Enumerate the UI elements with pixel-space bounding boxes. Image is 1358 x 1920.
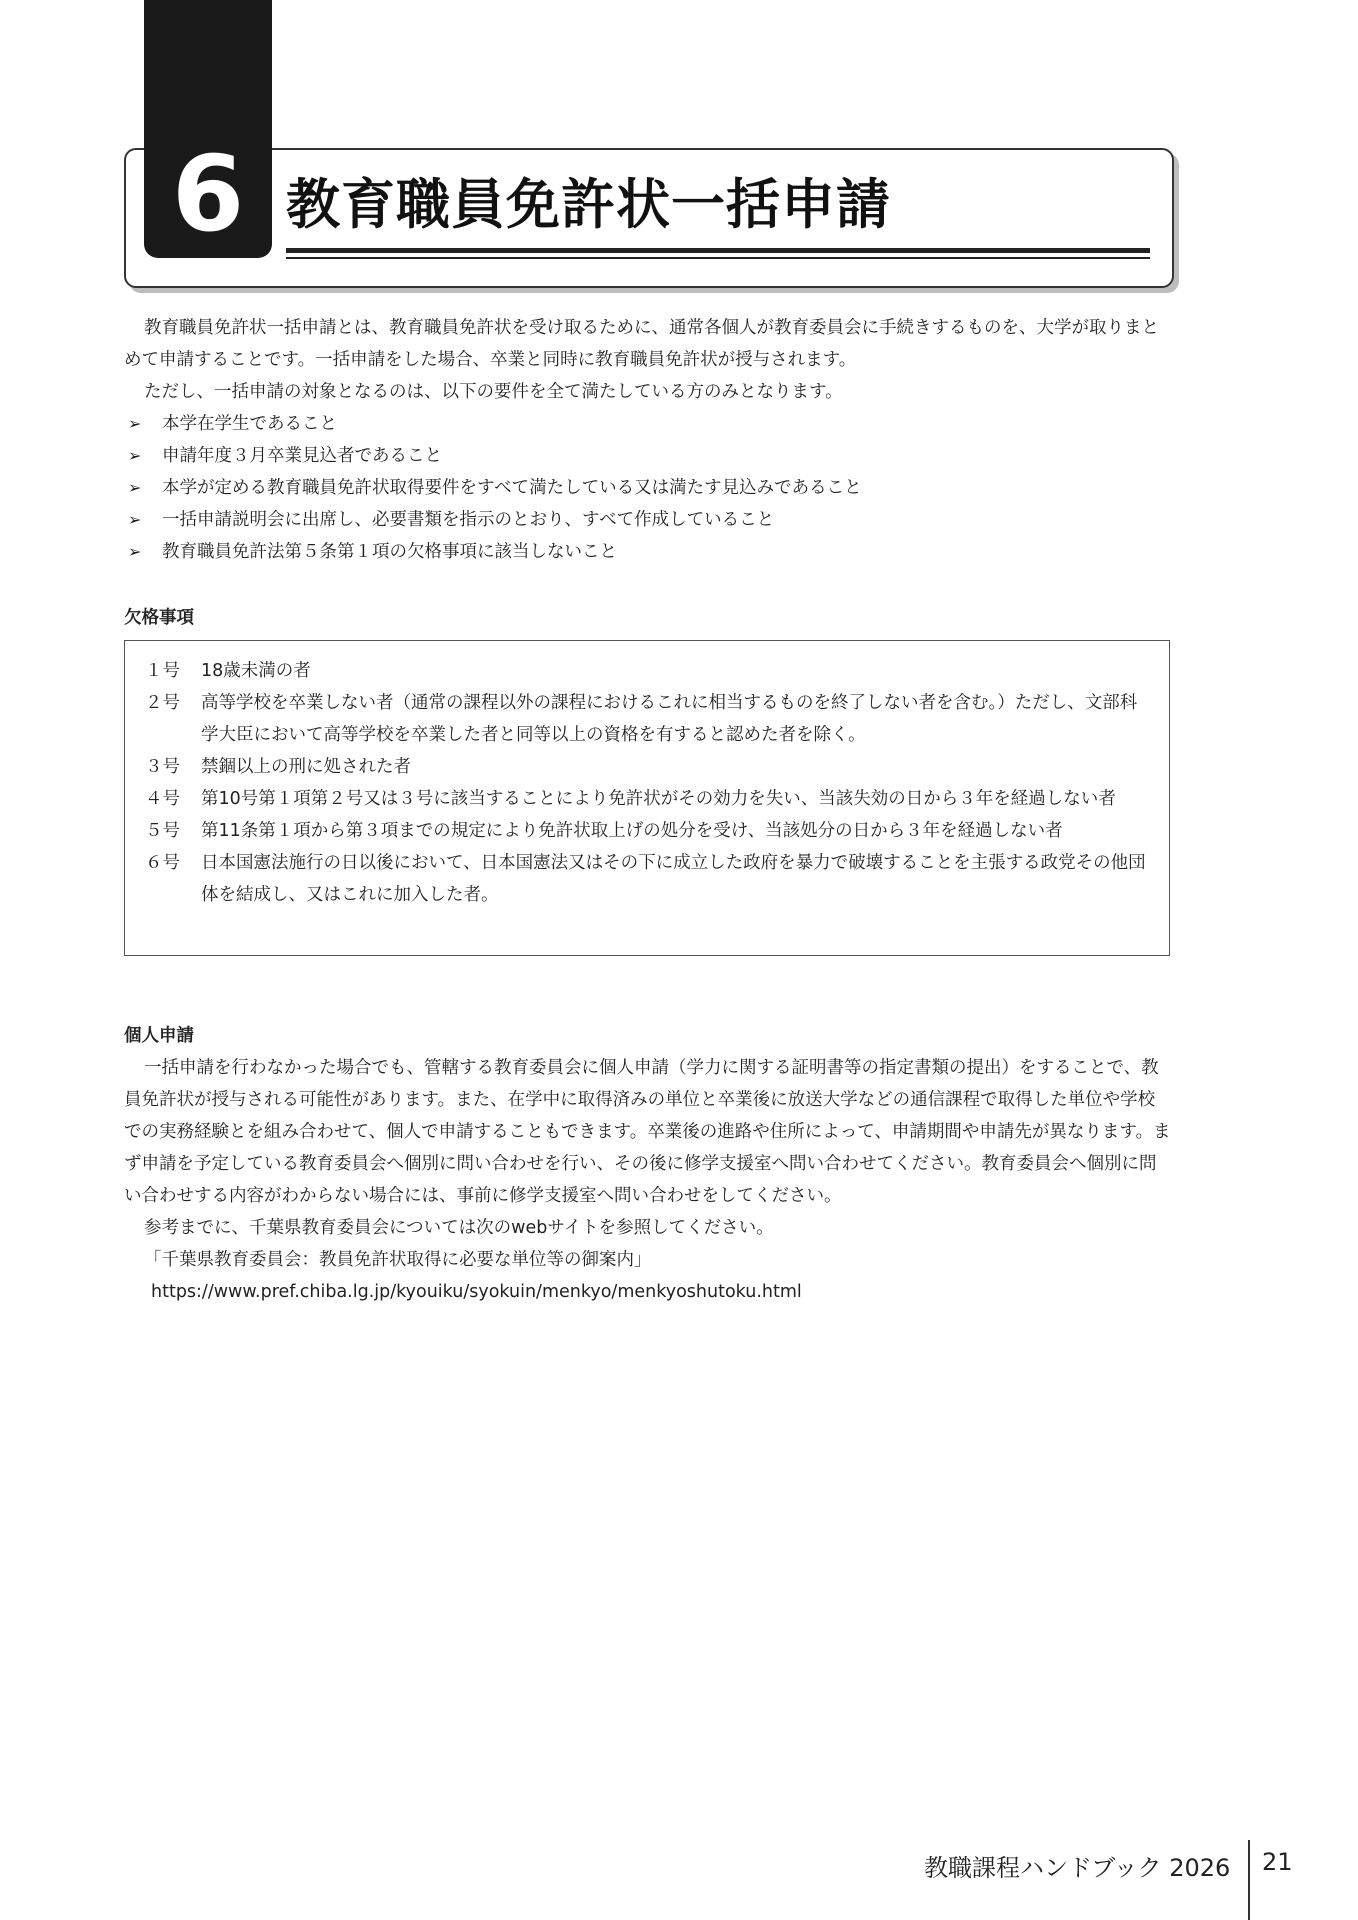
intro-paragraph-2: ただし、一括申請の対象となるのは、以下の要件を全て満たしている方のみとなります。 [144,382,843,402]
title-underline-thin [286,257,1150,259]
chapter-title: 教育職員免許状一括申請 [286,173,891,236]
table-row: １号 18歳未満の者 [145,661,311,681]
individual-paragraph-1: 一括申請を行わなかった場合でも、管轄する教育委員会に個人申請（学力に関する証明書等の指定書類の提出）をすることで、教員免許状が授与される可能性があります。また、在学中に取得済みの単位と卒業後に放送大学などの通信課程で取得した単位や学校での実務経験とを組み合わせて、個人で申請することもできます。卒業後の進路や住所によって、申請期間や申請先が異なります。まず申請を予定している教育委員会へ個別に問い合わせを行い、その後に修学支援室へ問い合わせてください。教育委員会へ個別に問い合わせする内容がわからない場合には、事前に修学支援室へ問い合わせをしてください。 [124,1058,1171,1206]
reference-link-title: 「千葉県教育委員会：教員免許状取得に必要な単位等の御案内」 [144,1250,652,1270]
list-item: ➢ 一括申請説明会に出席し、必要書類を指示のとおり、すべて作成していること [124,504,1172,536]
footer-book-title: 教職課程ハンドブック 2026 [924,1854,1231,1882]
list-item: ➢ 本学在学生であること [124,408,1172,440]
table-row: ５号 第11条第１項から第３項までの規定により免許状取上げの処分を受け、当該処分の日から３年を経過しない者 [145,821,1063,841]
title-underline-thick [286,248,1150,253]
disqualification-heading: 欠格事項 [124,608,194,628]
table-row: ４号 第10号第１項第２号又は３号に該当することにより免許状がその効力を失い、当該失効の日から３年を経過しない者 [145,789,1116,809]
arrowhead-bullet-icon: ➢ [128,542,142,561]
disqualification-box [124,640,1170,956]
arrowhead-bullet-icon: ➢ [128,478,142,497]
individual-paragraph-2: 参考までに、千葉県教育委員会については次のwebサイトを参照してください。 [144,1218,774,1238]
arrowhead-bullet-icon: ➢ [128,446,142,465]
list-item: ➢ 本学が定める教育職員免許状取得要件をすべて満たしている又は満たす見込みであること [124,472,1172,504]
footer-divider [1248,1840,1250,1920]
intro-section [124,312,1172,568]
arrowhead-bullet-icon: ➢ [128,510,142,529]
intro-paragraph-1: 教育職員免許状一括申請とは、教育職員免許状を受け取るために、通常各個人が教育委員会に手続きするものを、大学が取りまとめて申請することです。一括申請をした場合、卒業と同時に教育職員免許状が授与されます。 [124,318,1159,370]
individual-heading: 個人申請 [124,1026,194,1046]
individual-section [124,1052,1172,1308]
arrowhead-bullet-icon: ➢ [128,414,142,433]
list-item: ➢ 申請年度３月卒業見込者であること [124,440,1172,472]
chapter-number: 6 [171,133,245,255]
page-number: 21 [1262,1848,1293,1876]
table-row: ２号 高等学校を卒業しない者（通常の課程以外の課程におけるこれに相当するものを終了しない者を含む。）ただし、文部科学大臣において高等学校を卒業した者と同等以上の資格を有すると認めた者を除く。 [145,693,1138,745]
table-row: ６号 日本国憲法施行の日以後において、日本国憲法又はその下に成立した政府を暴力で破壊することを主張する政党その他団体を結成し、又はこれに加入した者。 [145,853,1146,905]
list-item: ➢ 教育職員免許法第５条第１項の欠格事項に該当しないこと [124,536,1172,568]
reference-url[interactable]: https://www.pref.chiba.lg.jp/kyouiku/syokuin/menkyo/menkyoshutoku.html [151,1282,802,1302]
table-row: ３号 禁錮以上の刑に処された者 [145,757,411,777]
requirements-list [124,408,1172,568]
